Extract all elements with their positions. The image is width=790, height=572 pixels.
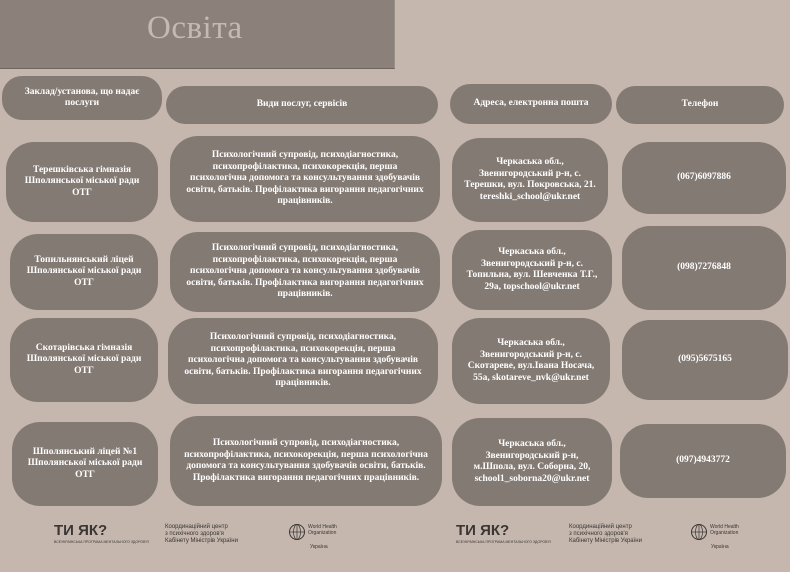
table-row-institution: Топильнянський ліцей Шполянської міської ради ОТГ xyxy=(10,234,158,310)
page-title: Освіта xyxy=(147,10,243,46)
tiyak-logo xyxy=(54,522,149,544)
table-row-services: Психологічний супровід, психодіагностика, психопрофілактика, психокорекція, перша психологічна допомога та консультування здобувачів освіти, батьків. Профілактика вигорання педагогічних працівників. xyxy=(170,136,440,222)
coord-line-1: Координаційний центр xyxy=(165,524,228,530)
who-country-label: Україна xyxy=(711,544,729,550)
who-line-1: World Health xyxy=(308,524,337,530)
coord-line-3: Кабінету Міністрів України xyxy=(165,538,238,544)
who-line-2: Organization xyxy=(308,529,337,536)
title-banner xyxy=(0,0,395,69)
tiyak-logo-subtitle: ВСЕУКРАЇНСЬКА ПРОГРАМА МЕНТАЛЬНОГО ЗДОРОВ'Я xyxy=(456,540,551,544)
header-services: Види послуг, сервісів xyxy=(166,86,438,124)
table-row-address: Черкаська обл., Звенигородський р-н, с. Скотареве, вул.Івана Носача, 55а, skotareve_nvk@ukr.net xyxy=(452,318,610,404)
table-row-phone: (098)7276848 xyxy=(622,226,786,310)
header-address: Адреса, електронна пошта xyxy=(450,84,612,124)
table-row-services: Психологічний супровід, психодіагностика, психопрофілактика, психокорекція, перша психологічна допомога та консультування здобувачів освіти, батьків. Профілактика вигорання педагогічних працівників. xyxy=(170,416,442,506)
footer-logos xyxy=(0,515,790,572)
table-row-phone: (097)4943772 xyxy=(620,424,786,498)
who-line-1: World Health xyxy=(710,524,739,530)
coord-center-logo xyxy=(165,524,238,545)
who-country-label: Україна xyxy=(310,544,328,550)
table-row-services: Психологічний супровід, психодіагностика, психопрофілактика, психокорекція, перша психологічна допомога та консультування здобувачів освіти, батьків. Профілактика вигорання педагогічних працівників. xyxy=(170,232,440,312)
tiyak-logo xyxy=(456,522,551,544)
coord-center-logo xyxy=(569,524,642,545)
who-globe-icon xyxy=(288,523,306,541)
coord-line-2: з психічного здоров'я xyxy=(569,531,628,537)
table-row-address: Черкаська обл., Звенигородський р-н, с. Терешки, вул. Покровська, 21. tereshki_school@ukr.net xyxy=(452,138,608,222)
who-logo xyxy=(710,525,739,536)
who-logo xyxy=(308,525,337,536)
coord-line-2: з психічного здоров'я xyxy=(165,531,224,537)
table-row-institution: Терешківська гімназія Шполянської міської ради ОТГ xyxy=(6,142,158,222)
table-row-address: Черкаська обл., Звенигородський р-н, с. Топильна, вул. Шевченка Т.Г., 29а, topschool@ukr.net xyxy=(452,230,612,310)
table-row-services: Психологічний супровід, психодіагностика, психопрофілактика, психокорекція, перша психологічна допомога та консультування здобувачів освіти, батьків. Профілактика вигорання педагогічних працівників. xyxy=(168,318,438,404)
table-row-phone: (067)6097886 xyxy=(622,142,786,214)
header-phone: Телефон xyxy=(616,86,784,124)
table-row-phone: (095)5675165 xyxy=(622,320,788,400)
coord-line-1: Координаційний центр xyxy=(569,524,632,530)
who-globe-icon xyxy=(690,523,708,541)
header-institution: Заклад/установа, що надає послуги xyxy=(2,76,162,120)
tiyak-logo-text: ТИ ЯК? xyxy=(54,522,108,539)
coord-line-3: Кабінету Міністрів України xyxy=(569,538,642,544)
tiyak-logo-subtitle: ВСЕУКРАЇНСЬКА ПРОГРАМА МЕНТАЛЬНОГО ЗДОРОВ'Я xyxy=(54,540,149,544)
table-row-institution: Шполянський ліцей №1 Шполянської міської ради ОТГ xyxy=(12,422,158,506)
table-row-address: Черкаська обл., Звенигородський р-н, м.Шпола, вул. Соборна, 20, school1_soborna20@ukr.net xyxy=(452,418,612,506)
who-line-2: Organization xyxy=(710,529,739,536)
tiyak-logo-text: ТИ ЯК? xyxy=(456,522,510,539)
table-row-institution: Скотарівська гімназія Шполянської міської ради ОТГ xyxy=(10,318,158,402)
